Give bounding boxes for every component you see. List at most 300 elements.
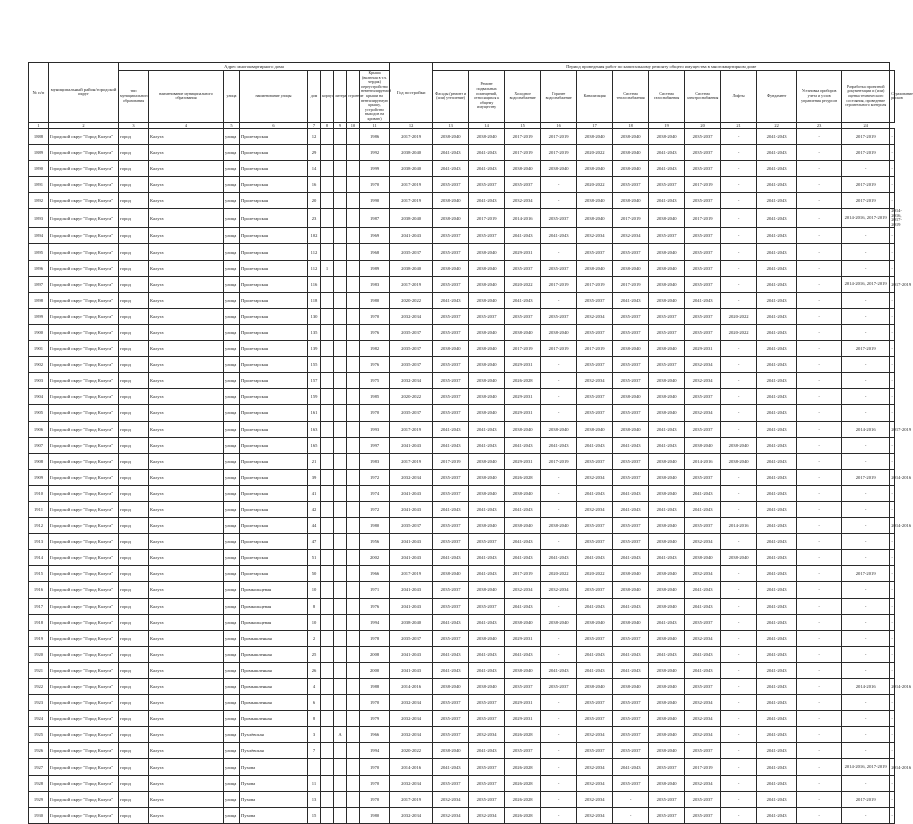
- sewer-period-cell: 2035-2037: [577, 357, 613, 373]
- foundation-period-cell: 2041-2043: [757, 324, 797, 340]
- street-name-cell: Промкольцевая: [240, 598, 308, 614]
- insurance-period-cell: -: [890, 373, 895, 389]
- basement-period-cell: 2041-2043: [469, 437, 505, 453]
- mo-name-cell: Калуга: [149, 469, 224, 485]
- heat-period-cell: 2035-2037: [613, 324, 649, 340]
- korpus-cell: [321, 421, 334, 437]
- foundation-period-cell: 2041-2043: [757, 534, 797, 550]
- row-number-cell: 1918: [29, 614, 49, 630]
- design-period-cell: -: [842, 743, 890, 759]
- heat-period-cell: 2035-2037: [613, 308, 649, 324]
- foundation-period-cell: 2041-2043: [757, 176, 797, 192]
- building-cell: [347, 292, 360, 308]
- year-cell: 1970: [360, 791, 390, 807]
- gas-period-cell: 2035-2037: [649, 324, 685, 340]
- foundation-period-cell: 2041-2043: [757, 128, 797, 144]
- col-heat-header: Система теплоснабжения: [613, 71, 649, 123]
- sewer-period-cell: 2035-2037: [577, 389, 613, 405]
- insurance-period-cell: 2014-2016, 2017-2019: [891, 208, 902, 227]
- meters-period-cell: -: [797, 791, 842, 807]
- lift-period-cell: 2038-2040: [721, 550, 757, 566]
- hot-water-period-cell: 2038-2040: [541, 518, 577, 534]
- korpus-cell: [321, 276, 334, 292]
- basement-period-cell: 2032-2034: [469, 807, 505, 823]
- gas-period-cell: 2041-2043: [649, 614, 685, 630]
- house-cell: 14: [308, 160, 321, 176]
- street-name-cell: Промышленная: [240, 630, 308, 646]
- insurance-period-cell: -: [890, 630, 895, 646]
- heat-period-cell: 2017-2019: [613, 209, 649, 228]
- mo-type-cell: город: [119, 421, 149, 437]
- elec-period-cell: 2032-2034: [685, 727, 721, 743]
- street-name-cell: Пролетарская: [240, 144, 308, 160]
- litera-cell: [334, 128, 347, 144]
- design-period-cell: -: [842, 244, 890, 260]
- litera-cell: [334, 534, 347, 550]
- table-row: [29, 260, 895, 276]
- mo-name-cell: Калуга: [149, 276, 224, 292]
- insurance-period-cell: -: [890, 128, 895, 144]
- gas-period-cell: 2038-2040: [649, 598, 685, 614]
- elec-period-cell: 2035-2037: [685, 128, 721, 144]
- row-number-cell: 1903: [29, 373, 49, 389]
- okrug-cell: Городской округ "Город Калуга": [49, 244, 119, 260]
- year-cell: 1982: [360, 341, 390, 357]
- lift-period-cell: -: [721, 260, 757, 276]
- facade-period-cell: 2035-2037: [433, 405, 469, 421]
- header-row-groups: [29, 63, 895, 71]
- korpus-cell: [321, 437, 334, 453]
- gas-period-cell: 2041-2043: [649, 646, 685, 662]
- mo-name-cell: Калуга: [149, 341, 224, 357]
- table-row: [29, 598, 895, 614]
- litera-cell: [334, 550, 347, 566]
- hot-water-period-cell: 2038-2040: [541, 421, 577, 437]
- sewer-period-cell: 2041-2043: [577, 550, 613, 566]
- mo-type-cell: город: [119, 695, 149, 711]
- lift-period-cell: -: [721, 711, 757, 727]
- table-row: [29, 469, 895, 485]
- year-cell: 2000: [360, 662, 390, 678]
- row-number-cell: 1927: [29, 759, 49, 775]
- roof-period-cell: 2032-2034: [390, 373, 433, 389]
- litera-cell: А: [334, 727, 347, 743]
- design-period-cell: -: [842, 389, 890, 405]
- elec-period-cell: 2035-2037: [685, 276, 721, 292]
- cold-water-period-cell: 2035-2037: [505, 308, 541, 324]
- basement-period-cell: 2041-2043: [469, 646, 505, 662]
- sewer-period-cell: 2035-2037: [577, 630, 613, 646]
- meters-period-cell: -: [797, 501, 842, 517]
- street-type-cell: улица: [224, 357, 240, 373]
- street-name-cell: Пролетарская: [240, 453, 308, 469]
- table-row: [29, 791, 895, 807]
- basement-period-cell: 2041-2043: [469, 501, 505, 517]
- year-cell: 1966: [360, 727, 390, 743]
- basement-period-cell: 2035-2037: [469, 695, 505, 711]
- korpus-cell: [321, 759, 334, 775]
- heat-period-cell: 2038-2040: [613, 679, 649, 695]
- cold-water-period-cell: 2026-2028: [505, 469, 541, 485]
- heat-period-cell: 2038-2040: [613, 128, 649, 144]
- table-row: [29, 614, 895, 630]
- elec-period-cell: 2041-2043: [685, 485, 721, 501]
- mo-name-cell: Калуга: [149, 128, 224, 144]
- design-period-cell: 2017-2019: [842, 144, 890, 160]
- house-cell: 159: [308, 389, 321, 405]
- building-cell: [347, 192, 360, 208]
- foundation-period-cell: 2041-2043: [757, 679, 797, 695]
- col-hot-water-header: Горячее водоснабжение: [541, 71, 577, 123]
- building-cell: [347, 679, 360, 695]
- row-number-cell: 1902: [29, 357, 49, 373]
- house-cell: 41: [308, 485, 321, 501]
- street-type-cell: улица: [224, 389, 240, 405]
- facade-period-cell: 2035-2037: [433, 276, 469, 292]
- lift-period-cell: -: [721, 646, 757, 662]
- insurance-period-cell: -: [890, 228, 895, 244]
- insurance-period-cell: -: [890, 244, 895, 260]
- street-name-cell: Пролетарская: [240, 276, 308, 292]
- cold-water-period-cell: 2017-2019: [505, 144, 541, 160]
- okrug-cell: Городской округ "Город Калуга": [49, 582, 119, 598]
- table-row: [29, 646, 895, 662]
- street-type-cell: улица: [224, 646, 240, 662]
- okrug-cell: Городской округ "Город Калуга": [49, 711, 119, 727]
- lift-period-cell: -: [721, 389, 757, 405]
- roof-period-cell: 2032-2034: [390, 807, 433, 823]
- mo-type-cell: город: [119, 144, 149, 160]
- basement-period-cell: 2038-2040: [469, 679, 505, 695]
- lift-period-cell: -: [721, 244, 757, 260]
- street-type-cell: улица: [224, 662, 240, 678]
- korpus-cell: [321, 518, 334, 534]
- heat-period-cell: 2035-2037: [613, 775, 649, 791]
- hot-water-period-cell: -: [541, 357, 577, 373]
- sewer-period-cell: 2032-2034: [577, 775, 613, 791]
- mo-name-cell: Калуга: [149, 176, 224, 192]
- gas-period-cell: 2038-2040: [649, 630, 685, 646]
- insurance-period-cell: -: [890, 791, 895, 807]
- korpus-cell: [321, 582, 334, 598]
- roof-period-cell: 2032-2034: [390, 727, 433, 743]
- meters-period-cell: -: [797, 759, 842, 775]
- roof-period-cell: 2017-2019: [390, 791, 433, 807]
- table-row: [29, 192, 895, 208]
- heat-period-cell: 2035-2037: [613, 743, 649, 759]
- basement-period-cell: 2041-2043: [469, 144, 505, 160]
- meters-period-cell: -: [797, 292, 842, 308]
- gas-period-cell: 2041-2043: [649, 550, 685, 566]
- sewer-period-cell: 2032-2034: [577, 228, 613, 244]
- facade-period-cell: 2035-2037: [433, 469, 469, 485]
- heat-period-cell: 2035-2037: [613, 244, 649, 260]
- elec-period-cell: 2035-2037: [685, 389, 721, 405]
- heat-period-cell: 2041-2043: [613, 598, 649, 614]
- row-number-cell: 1914: [29, 550, 49, 566]
- lift-period-cell: 2014-2016: [721, 518, 757, 534]
- meters-period-cell: -: [797, 598, 842, 614]
- basement-period-cell: 2041-2043: [469, 614, 505, 630]
- heat-period-cell: 2038-2040: [613, 144, 649, 160]
- hot-water-period-cell: 2032-2034: [541, 582, 577, 598]
- column-number-cell: 9: [334, 122, 347, 128]
- row-number-cell: 1889: [29, 144, 49, 160]
- street-name-cell: Пухова: [240, 759, 308, 775]
- korpus-cell: [321, 373, 334, 389]
- street-type-cell: улица: [224, 566, 240, 582]
- litera-cell: [334, 791, 347, 807]
- col-name-mo-header: наименование муниципального образования: [149, 71, 224, 123]
- gas-period-cell: 2038-2040: [649, 727, 685, 743]
- insurance-period-cell: -: [890, 260, 895, 276]
- mo-name-cell: Калуга: [149, 662, 224, 678]
- meters-period-cell: -: [797, 775, 842, 791]
- house-cell: 135: [308, 324, 321, 340]
- column-number-cell: 12: [390, 122, 433, 128]
- sewer-period-cell: 2041-2043: [577, 662, 613, 678]
- okrug-cell: Городской округ "Город Калуга": [49, 534, 119, 550]
- year-cell: 1975: [360, 373, 390, 389]
- sewer-period-cell: 2035-2037: [577, 695, 613, 711]
- house-cell: 47: [308, 534, 321, 550]
- gas-period-cell: 2038-2040: [649, 341, 685, 357]
- hot-water-period-cell: -: [541, 598, 577, 614]
- hot-water-period-cell: 2041-2043: [541, 228, 577, 244]
- mo-name-cell: Калуга: [149, 453, 224, 469]
- street-name-cell: Промышленная: [240, 695, 308, 711]
- street-name-cell: Пролетарская: [240, 341, 308, 357]
- heat-period-cell: 2041-2043: [613, 759, 649, 775]
- elec-period-cell: 2035-2037: [685, 192, 721, 208]
- mo-type-cell: город: [119, 485, 149, 501]
- meters-period-cell: -: [797, 160, 842, 176]
- cold-water-period-cell: 2038-2040: [505, 485, 541, 501]
- basement-period-cell: 2038-2040: [469, 485, 505, 501]
- elec-period-cell: 2035-2037: [685, 743, 721, 759]
- litera-cell: [334, 662, 347, 678]
- facade-period-cell: 2035-2037: [433, 534, 469, 550]
- facade-period-cell: 2041-2043: [433, 501, 469, 517]
- row-number-cell: 1922: [29, 679, 49, 695]
- facade-period-cell: 2038-2040: [433, 192, 469, 208]
- foundation-period-cell: 2041-2043: [757, 566, 797, 582]
- table-row: [29, 630, 895, 646]
- mo-type-cell: город: [119, 324, 149, 340]
- street-type-cell: улица: [224, 192, 240, 208]
- year-cell: 1988: [360, 679, 390, 695]
- insurance-period-cell: -: [890, 614, 895, 630]
- gas-period-cell: 2038-2040: [649, 695, 685, 711]
- korpus-cell: [321, 308, 334, 324]
- design-period-cell: -: [842, 598, 890, 614]
- street-type-cell: улица: [224, 743, 240, 759]
- row-number-cell: 1893: [29, 209, 49, 228]
- meters-period-cell: -: [797, 662, 842, 678]
- address-group-header: Адрес многоквартирного дома: [119, 63, 390, 71]
- row-number-cell: 1890: [29, 160, 49, 176]
- lift-period-cell: -: [721, 485, 757, 501]
- korpus-cell: [321, 646, 334, 662]
- roof-period-cell: 2032-2034: [390, 711, 433, 727]
- facade-period-cell: 2035-2037: [433, 711, 469, 727]
- insurance-period-cell: -: [890, 324, 895, 340]
- foundation-period-cell: 2041-2043: [757, 759, 797, 775]
- okrug-cell: Городской округ "Город Калуга": [49, 566, 119, 582]
- litera-cell: [334, 453, 347, 469]
- facade-period-cell: 2041-2043: [433, 614, 469, 630]
- col-elec-header: Система электроснабжения: [685, 71, 721, 123]
- hot-water-period-cell: -: [541, 485, 577, 501]
- sewer-period-cell: 2038-2040: [577, 128, 613, 144]
- mo-type-cell: город: [119, 341, 149, 357]
- year-cell: 1976: [360, 598, 390, 614]
- facade-period-cell: 2038-2040: [433, 128, 469, 144]
- basement-period-cell: 2038-2040: [469, 373, 505, 389]
- street-name-cell: Пухлёвская: [240, 743, 308, 759]
- meters-period-cell: -: [797, 485, 842, 501]
- design-period-cell: -: [842, 646, 890, 662]
- lift-period-cell: -: [721, 630, 757, 646]
- mo-name-cell: Калуга: [149, 389, 224, 405]
- street-name-cell: Пролетарская: [240, 518, 308, 534]
- mo-name-cell: Калуга: [149, 260, 224, 276]
- litera-cell: [334, 630, 347, 646]
- year-cell: 1986: [360, 128, 390, 144]
- roof-period-cell: 2041-2043: [390, 550, 433, 566]
- litera-cell: [334, 405, 347, 421]
- mo-name-cell: Калуга: [149, 437, 224, 453]
- sewer-period-cell: 2035-2037: [577, 292, 613, 308]
- design-period-cell: -: [842, 453, 890, 469]
- litera-cell: [334, 598, 347, 614]
- table-row: [29, 405, 895, 421]
- heat-period-cell: 2035-2037: [613, 357, 649, 373]
- meters-period-cell: -: [797, 807, 842, 823]
- row-number-cell: 1916: [29, 582, 49, 598]
- elec-period-cell: 2035-2037: [685, 807, 721, 823]
- building-cell: [347, 357, 360, 373]
- building-cell: [347, 743, 360, 759]
- house-cell: 16: [308, 176, 321, 192]
- gas-period-cell: 2038-2040: [649, 469, 685, 485]
- mo-name-cell: Калуга: [149, 711, 224, 727]
- basement-period-cell: 2038-2040: [469, 357, 505, 373]
- row-number-cell: 1898: [29, 292, 49, 308]
- okrug-cell: Городской округ "Город Калуга": [49, 695, 119, 711]
- litera-cell: [334, 743, 347, 759]
- mo-type-cell: город: [119, 128, 149, 144]
- design-period-cell: 2017-2019: [842, 128, 890, 144]
- year-cell: 1970: [360, 176, 390, 192]
- heat-period-cell: 2041-2043: [613, 550, 649, 566]
- okrug-cell: Городской округ "Город Калуга": [49, 228, 119, 244]
- street-type-cell: улица: [224, 276, 240, 292]
- cold-water-period-cell: 2020-2022: [505, 276, 541, 292]
- building-cell: [347, 228, 360, 244]
- facade-period-cell: 2035-2037: [433, 389, 469, 405]
- facade-period-cell: 2035-2037: [433, 582, 469, 598]
- sewer-period-cell: 2032-2034: [577, 501, 613, 517]
- gas-period-cell: 2038-2040: [649, 775, 685, 791]
- hot-water-period-cell: -: [541, 176, 577, 192]
- foundation-period-cell: 2041-2043: [757, 582, 797, 598]
- korpus-cell: [321, 176, 334, 192]
- street-name-cell: Пухова: [240, 775, 308, 791]
- elec-period-cell: 2017-2019: [685, 759, 721, 775]
- facade-period-cell: 2017-2019: [433, 453, 469, 469]
- sewer-period-cell: 2020-2022: [577, 144, 613, 160]
- foundation-period-cell: 2041-2043: [757, 711, 797, 727]
- facade-period-cell: 2035-2037: [433, 373, 469, 389]
- house-cell: 10: [308, 582, 321, 598]
- column-number-cell: 11: [360, 122, 390, 128]
- building-cell: [347, 405, 360, 421]
- facade-period-cell: 2035-2037: [433, 308, 469, 324]
- document-sheet: [28, 62, 913, 824]
- mo-type-cell: город: [119, 759, 149, 775]
- basement-period-cell: 2035-2037: [469, 791, 505, 807]
- basement-period-cell: 2038-2040: [469, 244, 505, 260]
- roof-period-cell: 2035-2037: [390, 357, 433, 373]
- street-name-cell: Пролетарская: [240, 534, 308, 550]
- cold-water-period-cell: 2026-2028: [505, 727, 541, 743]
- col-lift-header: Лифты: [721, 71, 757, 123]
- sewer-period-cell: 2032-2034: [577, 727, 613, 743]
- street-name-cell: Пролетарская: [240, 228, 308, 244]
- column-number-cell: 2: [49, 122, 119, 128]
- facade-period-cell: 2041-2043: [433, 646, 469, 662]
- elec-period-cell: 2035-2037: [685, 421, 721, 437]
- facade-period-cell: 2035-2037: [433, 598, 469, 614]
- mo-name-cell: Калуга: [149, 373, 224, 389]
- hot-water-period-cell: 2035-2037: [541, 308, 577, 324]
- elec-period-cell: 2035-2037: [685, 244, 721, 260]
- street-name-cell: Пролетарская: [240, 192, 308, 208]
- mo-name-cell: Калуга: [149, 192, 224, 208]
- column-number-cell: 5: [224, 122, 240, 128]
- meters-period-cell: -: [797, 550, 842, 566]
- gas-period-cell: 2038-2040: [649, 260, 685, 276]
- col-okrug-header: муниципальный район/городской округ: [49, 63, 119, 123]
- okrug-cell: Городской округ "Город Калуга": [49, 453, 119, 469]
- basement-period-cell: 2038-2040: [469, 341, 505, 357]
- row-number-cell: 1926: [29, 743, 49, 759]
- year-cell: 1976: [360, 324, 390, 340]
- gas-period-cell: 2038-2040: [649, 292, 685, 308]
- mo-name-cell: Калуга: [149, 160, 224, 176]
- litera-cell: [334, 646, 347, 662]
- foundation-period-cell: 2041-2043: [757, 437, 797, 453]
- elec-period-cell: 2035-2037: [685, 144, 721, 160]
- facade-period-cell: 2041-2043: [433, 292, 469, 308]
- meters-period-cell: -: [797, 389, 842, 405]
- building-cell: [347, 389, 360, 405]
- sewer-period-cell: 2032-2034: [577, 807, 613, 823]
- insurance-period-cell: -: [890, 176, 895, 192]
- basement-period-cell: 2038-2040: [469, 405, 505, 421]
- elec-period-cell: 2035-2037: [685, 791, 721, 807]
- street-name-cell: Пролетарская: [240, 501, 308, 517]
- lift-period-cell: -: [721, 292, 757, 308]
- roof-period-cell: 2035-2037: [390, 341, 433, 357]
- basement-period-cell: 2035-2037: [469, 711, 505, 727]
- sewer-period-cell: 2035-2037: [577, 534, 613, 550]
- korpus-cell: [321, 292, 334, 308]
- sewer-period-cell: 2038-2040: [577, 192, 613, 208]
- gas-period-cell: 2038-2040: [649, 209, 685, 228]
- year-cell: 1970: [360, 405, 390, 421]
